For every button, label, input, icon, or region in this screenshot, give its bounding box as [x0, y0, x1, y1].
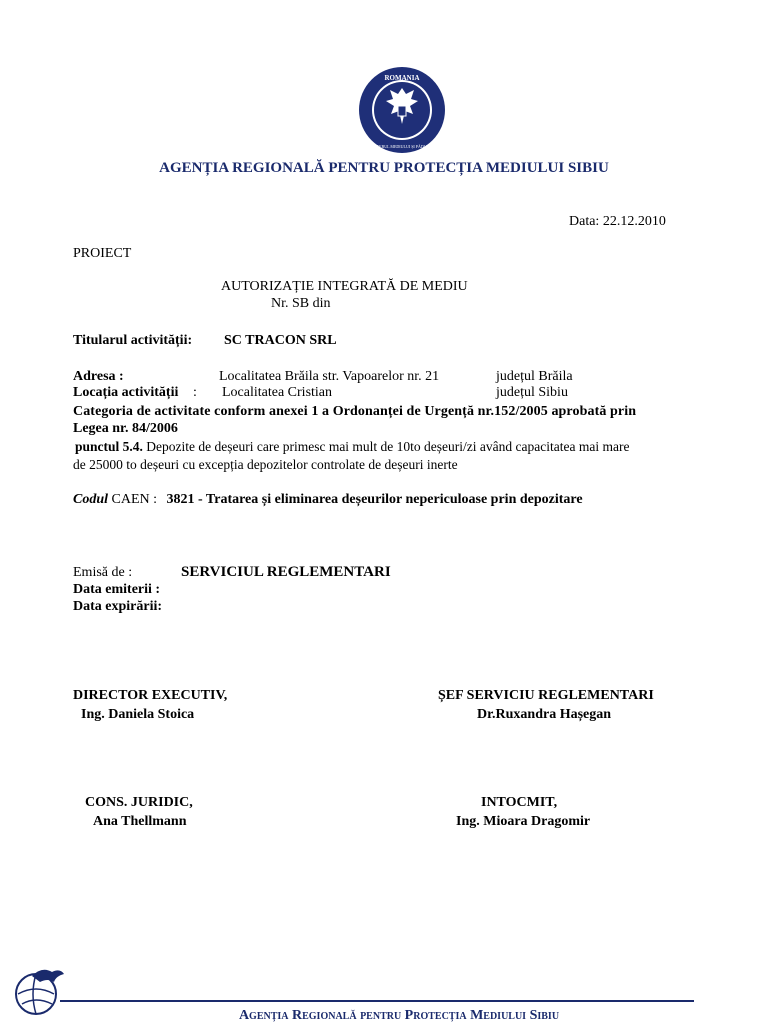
holder-label: Titularul activității:	[73, 333, 193, 348]
point-text-1: Depozite de deșeuri care primesc mai mult de 10to deșeuri/zi având capacitatea mai mare	[146, 439, 630, 454]
agency-header-title: AGENȚIA REGIONALĂ PENTRU PROTECȚIA MEDIULUI SIBIU	[159, 160, 609, 176]
director-name: Ing. Daniela Stoica	[81, 707, 195, 722]
category-line-2: Legea nr. 84/2006	[73, 421, 178, 436]
address-value: Localitatea Brăila str. Vapoarelor nr. 21	[219, 369, 440, 384]
seal-text-ring: MINISTERUL MEDIULUI ȘI PĂDURILOR	[365, 144, 439, 149]
legal-title: CONS. JURIDIC,	[85, 795, 193, 810]
author-title: INTOCMIT,	[481, 795, 558, 810]
issued-by-value: SERVICIUL REGLEMENTARI	[181, 564, 391, 580]
point-label: punctul 5.4.	[75, 439, 143, 454]
chief-title: ȘEF SERVICIU REGLEMENTARI	[438, 688, 654, 703]
chief-name: Dr.Ruxandra Hașegan	[477, 707, 612, 722]
document-number: Nr. SB din	[271, 296, 331, 311]
issue-date-label: Data emiterii :	[73, 582, 161, 597]
location-value: Localitatea Cristian	[222, 385, 333, 400]
address-label: Adresa :	[73, 369, 124, 384]
caen-label: CAEN :	[111, 492, 158, 507]
location-county: județul Sibiu	[496, 385, 568, 400]
seal-text-top: ROMANIA	[384, 74, 420, 82]
footer-rule	[60, 1000, 694, 1002]
director-title: DIRECTOR EXECUTIV,	[73, 688, 228, 703]
author-name: Ing. Mioara Dragomir	[456, 814, 591, 829]
legal-name: Ana Thellmann	[93, 814, 187, 829]
expiry-date-label: Data expirării:	[73, 599, 163, 614]
caen-label-italic: Codul	[73, 492, 109, 507]
draft-label: PROIECT	[73, 246, 132, 261]
caen-value: 3821 - Tratarea și eliminarea deșeurilor nepericuloase prin depozitare	[166, 492, 583, 507]
location-label: Locația activității	[73, 385, 179, 400]
issued-by-label: Emisă de :	[73, 565, 133, 580]
holder-value: SC TRACON SRL	[224, 333, 337, 348]
point-line-2: de 25000 to deșeuri cu excepția depozitelor controlate de deșeuri inerte	[73, 457, 458, 472]
agency-footer-title: Agenția Regională pentru Protecția Mediului Sibiu	[238, 1008, 560, 1023]
document-date: Data: 22.12.2010	[569, 214, 666, 229]
category-line-1: Categoria de activitate conform anexei 1 a Ordonanței de Urgență nr.152/2005 aprobată prin	[73, 404, 637, 419]
point-line-1	[75, 439, 629, 455]
caen-line	[73, 492, 583, 508]
ministry-seal-logo	[358, 66, 446, 154]
document-title: AUTORIZAȚIE INTEGRATĂ DE MEDIU	[221, 279, 468, 294]
location-separator: :	[193, 385, 197, 400]
address-county: județul Brăila	[496, 369, 573, 384]
